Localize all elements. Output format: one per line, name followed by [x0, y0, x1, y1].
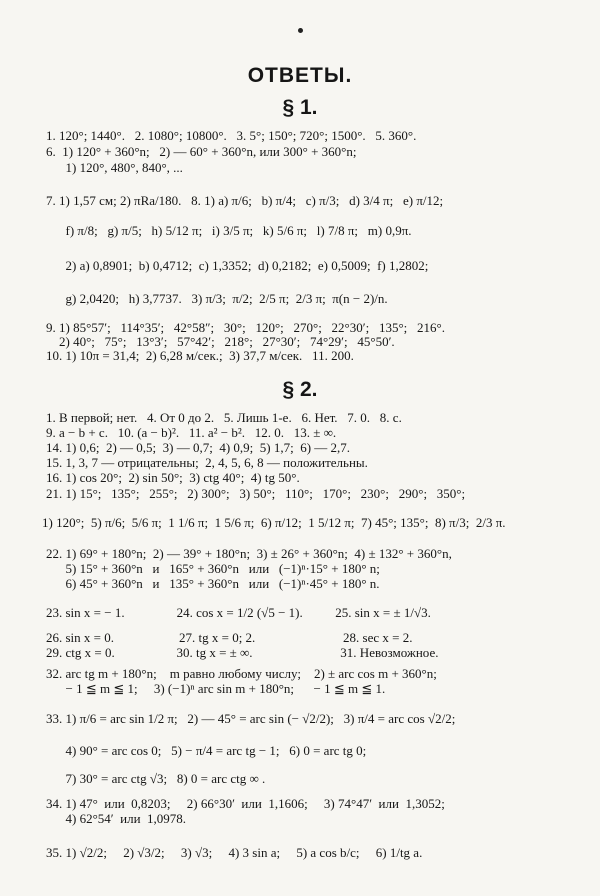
- answer-line: 23. sin x = − 1. 24. cos x = 1/2 (√5 − 1). 25. sin x = ± 1/√3.: [46, 605, 431, 620]
- answer-line: 1. 120°; 1440°. 2. 1080°; 10800°. 3. 5°; 150°; 720°; 1500°. 5. 360°.: [46, 128, 417, 143]
- answer-line: 16. 1) cos 20°; 2) sin 50°; 3) ctg 40°; 4) tg 50°.: [46, 470, 300, 485]
- answer-line: 2) 40°; 75°; 13°3′; 57°42′; 218°; 27°30′; 74°29′; 45°50′.: [46, 334, 395, 349]
- answer-line: 35. 1) √2/2; 2) √3/2; 3) √3; 4) 3 sin a; 5) a cos b/c; 6) 1/tg a.: [46, 845, 423, 860]
- answer-line: 14. 1) 0,6; 2) — 0,5; 3) — 0,7; 4) 0,9; 5) 1,7; 6) — 2,7.: [46, 440, 351, 455]
- answer-line: − 1 ≦ m ≦ 1; 3) (−1)ⁿ arc sin m + 180°n; − 1 ≦ m ≦ 1.: [46, 681, 386, 696]
- answer-line: 1. В первой; нет. 4. От 0 до 2. 5. Лишь 1-е. 6. Нет. 7. 0. 8. c.: [46, 410, 402, 425]
- answer-line: 1) 120°, 480°, 840°, ...: [46, 160, 183, 175]
- answer-line: 4) 62°54′ или 1,0978.: [46, 811, 187, 826]
- answer-line: 15. 1, 3, 7 — отрицательны; 2, 4, 5, 6, 8 — положительны.: [46, 455, 368, 470]
- answer-line: 21. 1) 15°; 135°; 255°; 2) 300°; 3) 50°; 110°; 170°; 230°; 290°; 350°;: [46, 486, 466, 501]
- stray-dot-mark: [298, 28, 303, 33]
- answer-line: f) π/8; g) π/5; h) 5/12 π; i) 3/5 π; k) 5/6 π; l) 7/8 π; m) 0,9π.: [46, 223, 412, 238]
- answer-line: 5) 15° + 360°n и 165° + 360°n или (−1)ⁿ·15° + 180° n;: [46, 561, 380, 576]
- section-1-heading: § 1.: [282, 96, 318, 119]
- answer-line: 9. a − b + c. 10. (a − b)². 11. a² − b². 12. 0. 13. ± ∞.: [46, 425, 337, 440]
- answer-line: 6. 1) 120° + 360°n; 2) — 60° + 360°n, или 300° + 360°n;: [46, 144, 357, 159]
- answer-line: 1) 120°; 5) π/6; 5/6 π; 1 1/6 π; 1 5/6 π; 6) π/12; 1 5/12 π; 7) 45°; 135°; 8) π/3; 2/3 π.: [42, 515, 506, 530]
- answer-line: 6) 45° + 360°n и 135° + 360°n или (−1)ⁿ·45° + 180° n.: [46, 576, 380, 591]
- answer-line: g) 2,0420; h) 3,7737. 3) π/3; π/2; 2/5 π; 2/3 π; π(n − 2)/n.: [46, 291, 388, 306]
- answer-line: 34. 1) 47° или 0,8203; 2) 66°30′ или 1,1606; 3) 74°47′ или 1,3052;: [46, 796, 445, 811]
- answer-line: 22. 1) 69° + 180°n; 2) — 39° + 180°n; 3) ± 26° + 360°n; 4) ± 132° + 360°n,: [46, 546, 452, 561]
- section-2-heading: § 2.: [282, 378, 318, 401]
- answer-line: 26. sin x = 0. 27. tg x = 0; 2. 28. sec x = 2.: [46, 630, 413, 645]
- answer-line: 9. 1) 85°57′; 114°35′; 42°58″; 30°; 120°; 270°; 22°30′; 135°; 216°.: [46, 320, 445, 335]
- answer-line: 7. 1) 1,57 см; 2) πRa/180. 8. 1) a) π/6; b) π/4; c) π/3; d) 3/4 π; e) π/12;: [46, 193, 444, 208]
- answer-line: 7) 30° = arc ctg √3; 8) 0 = arc ctg ∞ .: [46, 771, 266, 786]
- answer-line: 33. 1) π/6 = arc sin 1/2 π; 2) — 45° = arc sin (− √2/2); 3) π/4 = arc cos √2/2;: [46, 711, 456, 726]
- answer-line: 10. 1) 10π = 31,4; 2) 6,28 м/сек.; 3) 37,7 м/сек. 11. 200.: [46, 348, 354, 363]
- answer-line: 4) 90° = arc cos 0; 5) − π/4 = arc tg − 1; 6) 0 = arc tg 0;: [46, 743, 367, 758]
- answer-line: 32. arc tg m + 180°n; m равно любому числу; 2) ± arc cos m + 360°n;: [46, 666, 437, 681]
- answer-line: 2) a) 0,8901; b) 0,4712; c) 1,3352; d) 0,2182; e) 0,5009; f) 1,2802;: [46, 258, 429, 273]
- answer-line: 29. ctg x = 0. 30. tg x = ± ∞. 31. Невозможное.: [46, 645, 439, 660]
- page-title: ОТВЕТЫ.: [247, 64, 353, 87]
